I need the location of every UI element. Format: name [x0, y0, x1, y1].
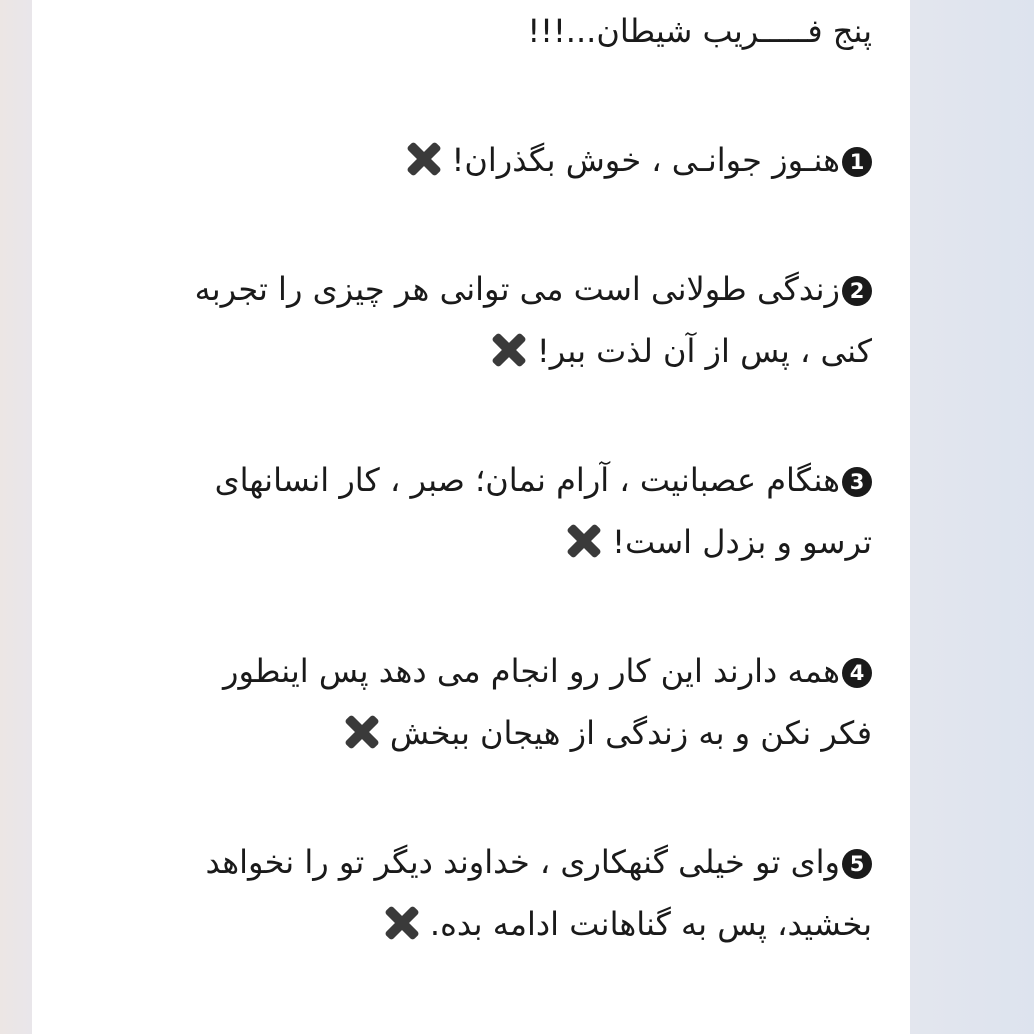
item-2-line-2: کنی ، پس از آن لذت ببر! — [50, 320, 872, 382]
x-icon — [404, 139, 444, 179]
number-1-badge: 1 — [842, 147, 872, 177]
message-text — [50, 0, 872, 955]
x-icon — [342, 712, 382, 752]
item-3-line-2: ترسو و بزدل است! — [50, 511, 872, 573]
number-5-badge: 5 — [842, 849, 872, 879]
item-4-line-2: فکر نکن و به زندگی از هیجان ببخش — [50, 702, 872, 764]
item-5-line-2: بخشید، پس به گناهانت ادامه بده. — [50, 893, 872, 955]
x-icon — [564, 521, 604, 561]
item-4-line-1: 4همه دارند این کار رو انجام می دهد پس اینطور — [50, 640, 872, 702]
item-3-line-1: 3هنگام عصبانیت ، آرام نمان؛ صبر ، کار انسانهای — [50, 449, 872, 511]
number-4-badge: 4 — [842, 658, 872, 688]
message-title: پنج فـــــریب شیطان...!!! — [527, 12, 872, 50]
number-3-badge: 3 — [842, 467, 872, 497]
number-2-badge: 2 — [842, 276, 872, 306]
x-icon — [382, 903, 422, 943]
item-1-line-1: 1هنـوز جوانـی ، خوش بگذران! — [50, 129, 872, 191]
x-icon — [489, 330, 529, 370]
item-2-line-1: 2زندگی طولانی است می توانی هر چیزی را تجربه — [50, 258, 872, 320]
item-5-line-1: 5وای تو خیلی گنهکاری ، خداوند دیگر تو را نخواهد — [50, 831, 872, 893]
